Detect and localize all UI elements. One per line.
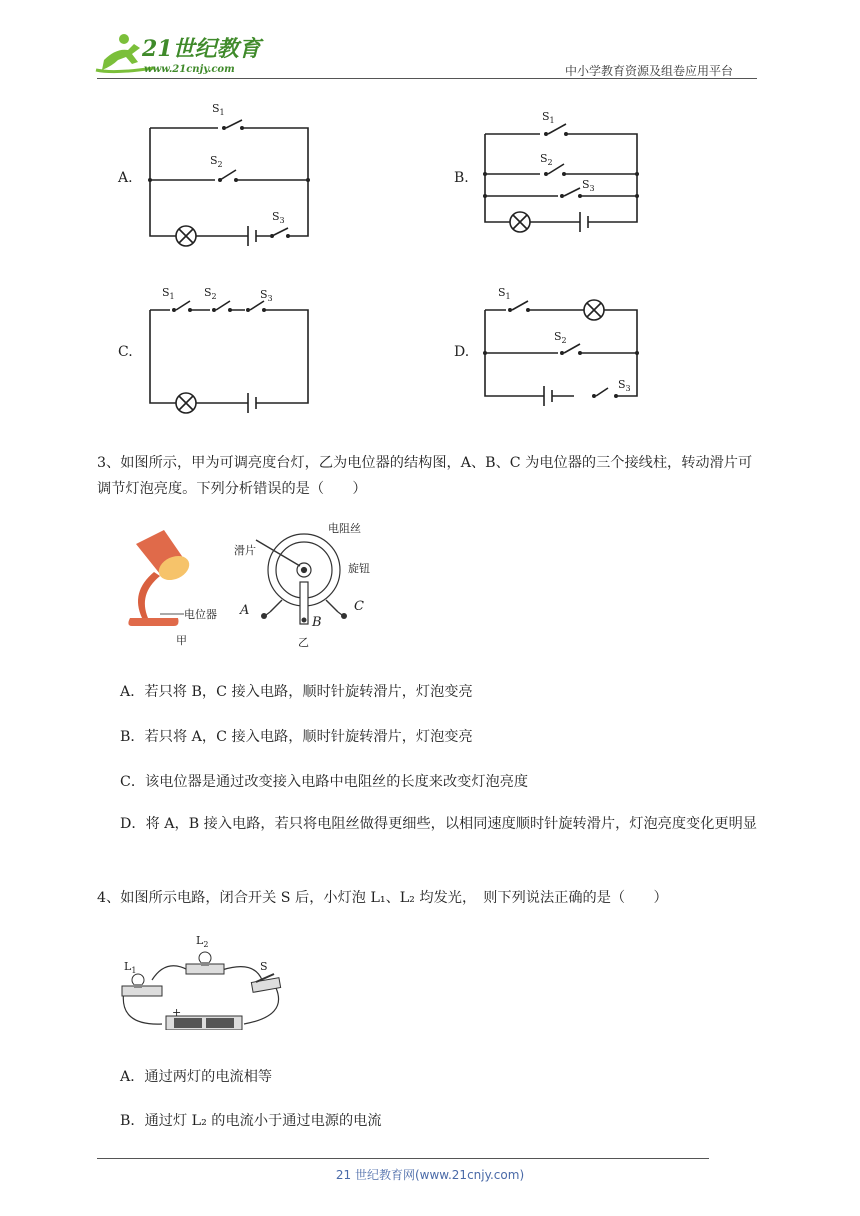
terminal-a: A: [240, 603, 250, 618]
question-4-text: 4、如图所示电路，闭合开关 S 后，小灯泡 L₁、L₂ 均发光， 则下列说法正确的是（ ）: [97, 890, 668, 906]
bulb-l1-icon: [122, 974, 162, 996]
circuit-photo-figure: [116, 930, 292, 1030]
q3-option-d: D．将 A，B 接入电路，若只将电阻丝做得更细些，以相同速度顺时针旋转滑片，灯泡亮度变化更明显: [120, 816, 757, 832]
q3-option-a: A．若只将 B，C 接入电路，顺时针旋转滑片，灯泡变亮: [120, 684, 473, 700]
label-l1: $L_1$: [124, 960, 137, 975]
option-c-label: C.: [118, 344, 133, 360]
q4-option-b: B．通过灯 L₂ 的电流小于通过电源的电流: [120, 1113, 382, 1129]
label-s1: $S_1$: [162, 286, 175, 301]
header-platform-text: 中小学教育资源及组卷应用平台: [565, 64, 734, 78]
footer-link[interactable]: 21 世纪教育网(www.21cnjy.com): [335, 1168, 525, 1182]
label-plus: +: [172, 1006, 182, 1019]
q3-option-c: C．该电位器是通过改变接入电路中电阻丝的长度来改变灯泡亮度: [120, 774, 529, 790]
label-s2: $S_2$: [210, 154, 223, 169]
potentiometer-figure: [124, 522, 384, 652]
potentiometer-diagram: [256, 534, 346, 624]
figure-yi: 乙: [298, 636, 309, 649]
label-s: S: [260, 960, 268, 973]
option-b-label: B.: [454, 170, 469, 186]
label-slider: 滑片: [234, 544, 256, 557]
label-s1: $S_1$: [542, 110, 555, 125]
circuit-diagrams: [140, 98, 660, 428]
terminal-b: B: [312, 615, 322, 630]
label-s3: $S_3$: [272, 210, 285, 225]
label-s2: $S_2$: [204, 286, 217, 301]
circuit-c: [150, 301, 308, 413]
question-3-text: 3、如图所示，甲为可调亮度台灯，乙为电位器的结构图，A、B、C 为电位器的三个接线柱，转动滑片可调节灯泡亮度。下列分析错误的是（ ）: [97, 455, 753, 497]
label-s3: $S_3$: [260, 288, 273, 303]
figure-jia: 甲: [176, 634, 187, 647]
label-knob: 旋钮: [348, 562, 370, 575]
label-s3: $S_3$: [582, 178, 595, 193]
circuit-a: [150, 120, 308, 246]
bulb-l2-icon: [186, 952, 224, 974]
logo-text: 21世纪教育: [142, 36, 261, 62]
label-s2: $S_2$: [540, 152, 553, 167]
terminal-c: C: [354, 599, 364, 614]
q4-option-a: A．通过两灯的电流相等: [120, 1069, 273, 1085]
q3-option-b: B．若只将 A，C 接入电路，顺时针旋转滑片，灯泡变亮: [120, 729, 473, 745]
option-a-label: A.: [118, 170, 133, 186]
option-d-label: D.: [454, 344, 470, 360]
label-s2: $S_2$: [554, 330, 567, 345]
label-s1: $S_1$: [212, 102, 225, 117]
label-resistance-wire: 电阻丝: [328, 522, 361, 535]
header-divider: [97, 78, 757, 79]
footer-divider: [97, 1158, 709, 1159]
potentiometer-caption: 电位器: [184, 608, 217, 621]
circuit-b: [485, 124, 637, 232]
label-l2: $L_2$: [196, 934, 209, 949]
label-s1: $S_1$: [498, 286, 511, 301]
site-logo: [94, 30, 264, 78]
logo-url: www.21cnjy.com: [144, 64, 235, 75]
label-s3: $S_3$: [618, 378, 631, 393]
